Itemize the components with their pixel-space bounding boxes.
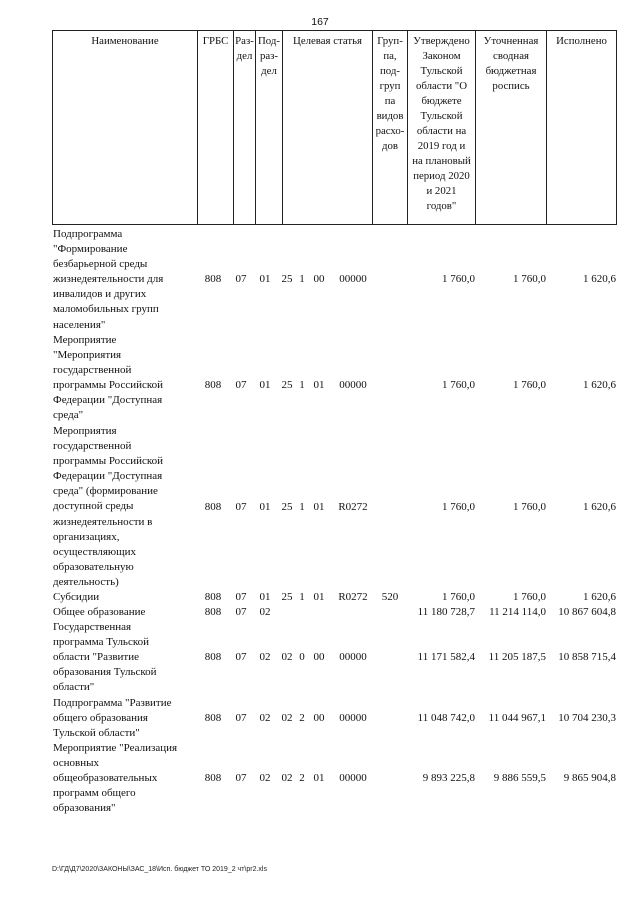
row-ts-program: 25 — [281, 273, 293, 285]
row-podrazdel: 02 — [259, 772, 271, 784]
row-approved: 1 760,0 — [442, 591, 475, 603]
row-refined: 11 044 967,1 — [488, 712, 546, 724]
row-ts-event: 00 — [313, 273, 325, 285]
row-ts-subprogram: 1 — [299, 273, 305, 285]
row-ts-program: 02 — [281, 651, 293, 663]
col-header-razdel: Раз- дел — [233, 31, 255, 224]
row-refined: 1 760,0 — [513, 379, 546, 391]
row-razdel: 07 — [235, 606, 247, 618]
row-approved: 1 760,0 — [442, 379, 475, 391]
row-approved: 1 760,0 — [442, 501, 475, 513]
row-ts-direction: R0272 — [338, 591, 368, 603]
row-grbs: 808 — [204, 591, 222, 603]
col-header-group: Груп- па, под- груп па видов расхо- дов — [372, 31, 407, 224]
row-executed: 1 620,6 — [583, 379, 616, 391]
row-name: Подпрограмма "Развитие общего образования Тульской области" — [53, 697, 172, 740]
row-grbs: 808 — [204, 712, 222, 724]
row-podrazdel: 01 — [259, 591, 271, 603]
row-ts-event: 00 — [313, 651, 325, 663]
row-approved: 11 171 582,4 — [417, 651, 475, 663]
row-podrazdel: 02 — [259, 606, 271, 618]
row-podrazdel: 01 — [259, 501, 271, 513]
row-ts-event: 00 — [313, 712, 325, 724]
row-executed: 1 620,6 — [583, 591, 616, 603]
row-executed: 10 858 715,4 — [558, 651, 616, 663]
row-grbs: 808 — [204, 606, 222, 618]
col-header-tselevaya-statya: Целевая статья — [282, 31, 372, 224]
col-header-approved: Утверждено Законом Тульской области "О бюджете Тульской области на 2019 год и на плановый период 2020 и 2021 годов" — [407, 31, 475, 224]
col-header-executed: Исполнено — [546, 31, 617, 224]
row-ts-subprogram: 0 — [299, 651, 305, 663]
row-ts-subprogram: 1 — [299, 591, 305, 603]
row-podrazdel: 01 — [259, 273, 271, 285]
row-ts-direction: 00000 — [339, 379, 367, 391]
row-refined: 9 886 559,5 — [493, 772, 546, 784]
row-ts-direction: 00000 — [339, 712, 367, 724]
row-executed: 9 865 904,8 — [563, 772, 616, 784]
row-ts-event: 01 — [313, 591, 325, 603]
row-grbs: 808 — [204, 273, 222, 285]
row-approved: 11 048 742,0 — [417, 712, 475, 724]
row-ts-subprogram: 2 — [299, 772, 305, 784]
row-executed: 1 620,6 — [583, 273, 616, 285]
row-ts-direction: 00000 — [339, 651, 367, 663]
row-approved: 9 893 225,8 — [422, 772, 475, 784]
page-number: 167 — [311, 16, 329, 28]
row-ts-direction: R0272 — [338, 501, 368, 513]
row-refined: 11 205 187,5 — [488, 651, 546, 663]
row-refined: 1 760,0 — [513, 591, 546, 603]
row-ts-subprogram: 1 — [299, 379, 305, 391]
row-name: Мероприятие "Мероприятия государственной программы Российской Федерации "Доступная среда" — [53, 334, 164, 422]
row-refined: 1 760,0 — [513, 273, 546, 285]
row-executed: 10 867 604,8 — [558, 606, 616, 618]
row-name: Государственная программа Тульской области "Развитие образования Тульской области" — [53, 621, 157, 694]
row-refined: 1 760,0 — [513, 501, 546, 513]
row-razdel: 07 — [235, 591, 247, 603]
row-razdel: 07 — [235, 772, 247, 784]
row-ts-program: 25 — [281, 591, 293, 603]
row-podrazdel: 02 — [259, 712, 271, 724]
row-group: 520 — [381, 591, 399, 603]
row-podrazdel: 02 — [259, 651, 271, 663]
row-name: Подпрограмма "Формирование безбарьерной среды жизнедеятельности для инвалидов и других маломобильных групп населения" — [53, 228, 164, 331]
row-ts-subprogram: 2 — [299, 712, 305, 724]
row-executed: 10 704 230,3 — [558, 712, 616, 724]
col-header-grbs: ГРБС — [197, 31, 233, 224]
row-ts-subprogram: 1 — [299, 501, 305, 513]
row-ts-event: 01 — [313, 772, 325, 784]
row-ts-direction: 00000 — [339, 772, 367, 784]
row-razdel: 07 — [235, 273, 247, 285]
row-approved: 1 760,0 — [442, 273, 475, 285]
row-ts-program: 25 — [281, 501, 293, 513]
row-podrazdel: 01 — [259, 379, 271, 391]
row-razdel: 07 — [235, 651, 247, 663]
col-header-refined: Уточненная сводная бюджетная роспись — [475, 31, 546, 224]
col-header-name: Наименование — [52, 31, 197, 224]
row-razdel: 07 — [235, 379, 247, 391]
row-refined: 11 214 114,0 — [489, 606, 546, 618]
row-razdel: 07 — [235, 501, 247, 513]
file-path-footer: D:\ГД\Д7\2020\ЗАКОНЫ\ЗАС_18\Исп. бюджет ТО 2019_2 чт\pr2.xls — [52, 866, 267, 873]
row-ts-event: 01 — [313, 501, 325, 513]
row-name: Субсидии — [53, 591, 100, 603]
col-header-podrazdel: Под- раз- дел — [255, 31, 282, 224]
row-grbs: 808 — [204, 379, 222, 391]
row-name: Общее образование — [53, 606, 146, 618]
row-ts-program: 25 — [281, 379, 293, 391]
row-approved: 11 180 728,7 — [417, 606, 475, 618]
row-name: Мероприятия государственной программы Российской Федерации "Доступная среда" (формирование доступной среды жизнедеятельности в организациях, осуществляющих образовательную деятельность) — [53, 425, 164, 588]
row-grbs: 808 — [204, 501, 222, 513]
row-grbs: 808 — [204, 651, 222, 663]
row-ts-direction: 00000 — [339, 273, 367, 285]
row-ts-program: 02 — [281, 712, 293, 724]
row-ts-program: 02 — [281, 772, 293, 784]
row-grbs: 808 — [204, 772, 222, 784]
row-ts-event: 01 — [313, 379, 325, 391]
row-razdel: 07 — [235, 712, 247, 724]
row-executed: 1 620,6 — [583, 501, 616, 513]
table-header — [52, 30, 617, 225]
row-name: Мероприятие "Реализация основных общеобразовательных программ общего образования" — [53, 742, 178, 815]
